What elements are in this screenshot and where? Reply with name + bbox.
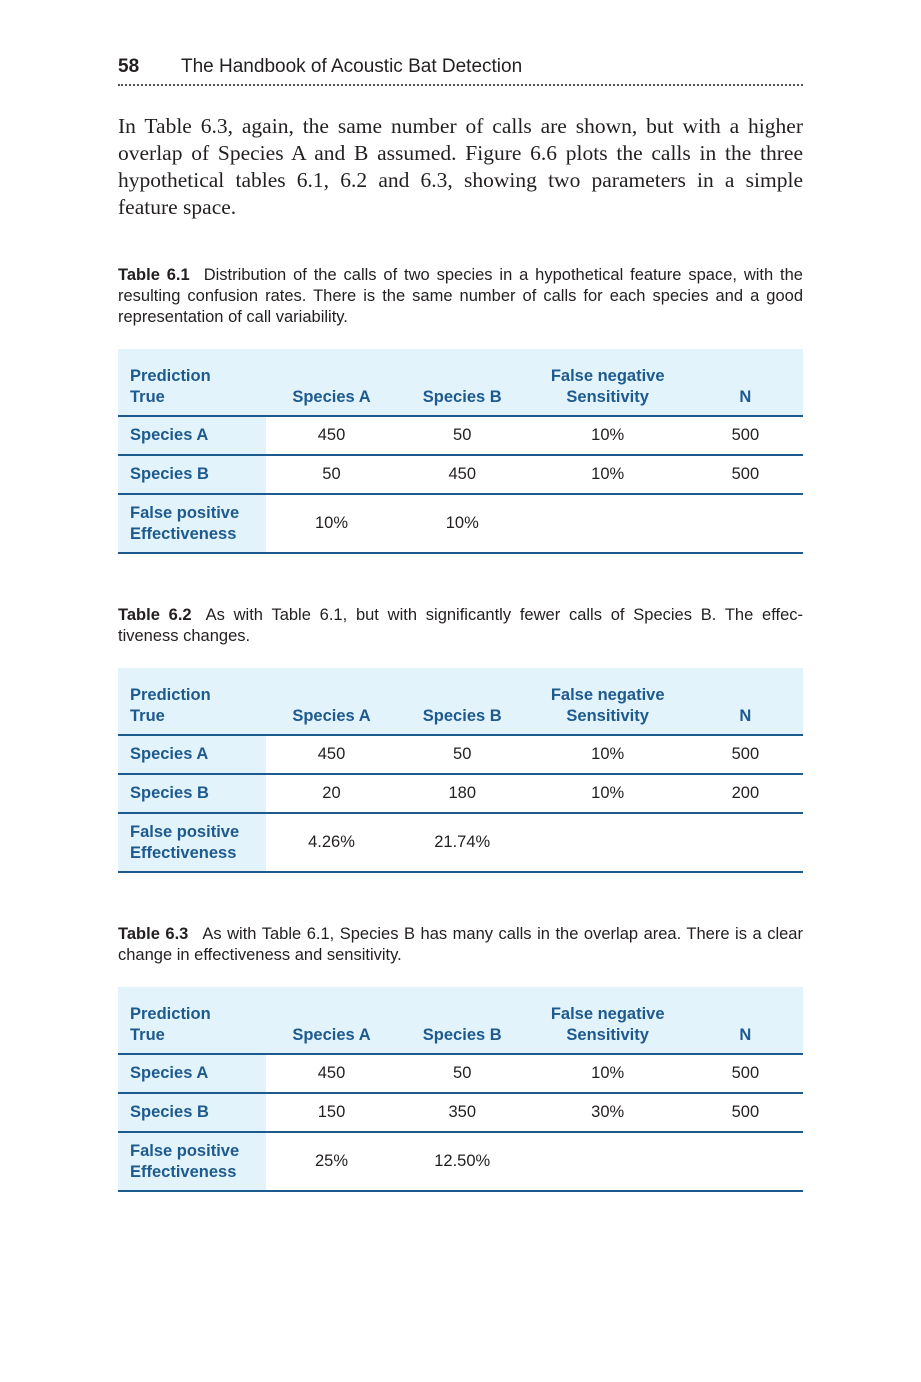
table-row [118,1093,803,1132]
cell-species-a: 450 [266,416,397,455]
header-species-b: Species B [397,987,528,1054]
cell-false-negative: 30% [528,1093,688,1132]
cell-species-b: 50 [397,416,528,455]
confusion-table [118,987,803,1192]
cell-fp-species-b: 12.50% [397,1132,528,1191]
cell-n: 500 [688,455,803,494]
cell-empty [528,1132,688,1191]
table-row [118,735,803,774]
table-row [118,774,803,813]
row-label: Species A [118,1054,266,1093]
row-label: False positive Effectiveness [118,494,266,553]
cell-species-a: 450 [266,1054,397,1093]
cell-n: 500 [688,416,803,455]
row-label: Species A [118,416,266,455]
table-caption [118,924,803,966]
cell-empty [688,813,803,872]
cell-species-a: 50 [266,455,397,494]
row-label: Species A [118,735,266,774]
running-header [118,54,803,86]
header-false-negative: False negative Sensitivity [528,668,688,735]
cell-fp-species-b: 10% [397,494,528,553]
cell-false-negative: 10% [528,735,688,774]
cell-n: 500 [688,1093,803,1132]
header-n: N [688,349,803,416]
row-label: Species B [118,455,266,494]
cell-species-a: 150 [266,1093,397,1132]
cell-n: 500 [688,735,803,774]
row-label: Species B [118,1093,266,1132]
table-row [118,1054,803,1093]
table-header-row [118,987,803,1054]
table-caption [118,605,803,647]
cell-species-b: 450 [397,455,528,494]
cell-species-b: 50 [397,1054,528,1093]
header-species-a: Species A [266,668,397,735]
header-species-a: Species A [266,987,397,1054]
false-positive-row [118,1132,803,1191]
cell-fp-species-a: 10% [266,494,397,553]
row-label: Species B [118,774,266,813]
table-header-row [118,668,803,735]
header-false-negative: False negative Sensitivity [528,349,688,416]
cell-empty [528,494,688,553]
confusion-table [118,349,803,554]
page-number: 58 [118,56,140,77]
table-row [118,455,803,494]
caption-text: Distribution of the calls of two species in a hypothetical feature space, with the resulting confusion rates. There is the same number of calls for each species and a good representation of call variability. [118,266,803,326]
table-label: Table 6.2 [118,606,192,624]
table-header-row [118,349,803,416]
cell-species-a: 450 [266,735,397,774]
cell-species-a: 20 [266,774,397,813]
cell-n: 200 [688,774,803,813]
table-label: Table 6.1 [118,266,190,284]
cell-species-b: 180 [397,774,528,813]
row-label: False positive Effectiveness [118,813,266,872]
confusion-table [118,668,803,873]
book-title: The Handbook of Acoustic Bat Detection [181,56,523,77]
cell-species-b: 350 [397,1093,528,1132]
header-n: N [688,987,803,1054]
false-positive-row [118,494,803,553]
caption-text: As with Table 6.1, Species B has many calls in the overlap area. There is a clear change in effectiveness and sensitivity. [118,925,803,964]
cell-false-negative: 10% [528,1054,688,1093]
header-species-b: Species B [397,349,528,416]
header-species-a: Species A [266,349,397,416]
header-n: N [688,668,803,735]
cell-species-b: 50 [397,735,528,774]
cell-empty [688,1132,803,1191]
table-label: Table 6.3 [118,925,189,943]
cell-n: 500 [688,1054,803,1093]
intro-paragraph: In Table 6.3, again, the same number of calls are shown, but with a higher overlap of Species A and B assumed. Figure 6.6 plots the calls in the three hypothetical tables 6.1, 6.2 and 6.3, showing two parameters in a simple feature space. [118,114,803,219]
header-prediction-true: Prediction True [118,987,266,1054]
table-row [118,416,803,455]
cell-fp-species-a: 25% [266,1132,397,1191]
false-positive-row [118,813,803,872]
cell-false-negative: 10% [528,455,688,494]
header-prediction-true: Prediction True [118,668,266,735]
header-species-b: Species B [397,668,528,735]
cell-empty [528,813,688,872]
table-caption [118,265,803,328]
cell-fp-species-b: 21.74% [397,813,528,872]
cell-fp-species-a: 4.26% [266,813,397,872]
cell-false-negative: 10% [528,774,688,813]
header-prediction-true: Prediction True [118,349,266,416]
header-false-negative: False negative Sensitivity [528,987,688,1054]
cell-false-negative: 10% [528,416,688,455]
row-label: False positive Effectiveness [118,1132,266,1191]
cell-empty [688,494,803,553]
caption-text: As with Table 6.1, but with significantly fewer calls of Species B. The effec-tiveness changes. [118,606,803,645]
